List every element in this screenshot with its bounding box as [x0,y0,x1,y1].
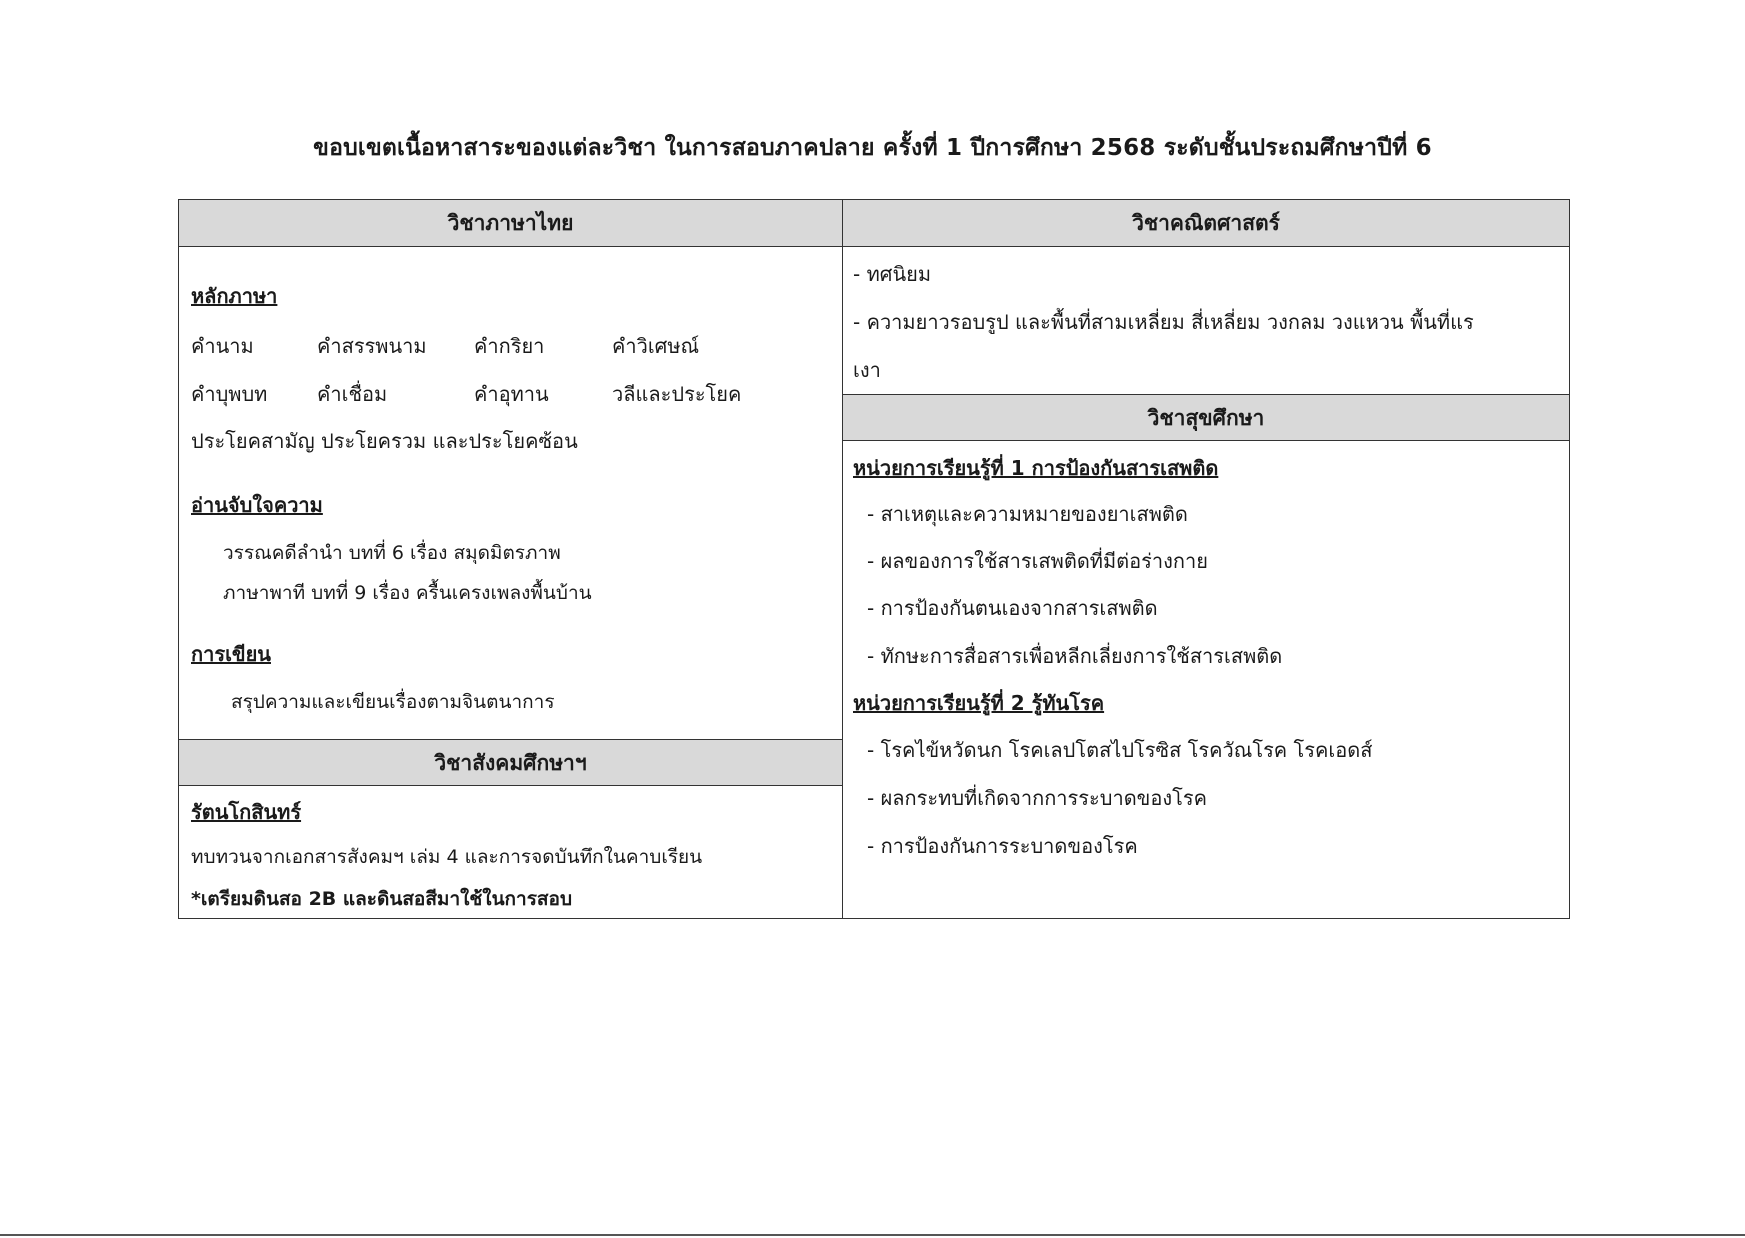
thai-grammar-heading: หลักภาษา [191,284,278,308]
word-cell: วลีและประโยค [612,382,742,406]
math-item: - ทศนิยม [853,262,932,286]
health-unit2-heading: หน่วยการเรียนรู้ที่ 2 รู้ทันโรค [853,691,1105,715]
math-item: - ความยาวรอบรูป และพื้นที่สามเหลี่ยม สี่เหลี่ยม วงกลม วงแหวน พื้นที่แร [853,310,1474,334]
word-cell: คำเชื่อม [317,382,388,406]
health-unit1-item: - การป้องกันตนเองจากสารเสพติด [867,596,1158,620]
social-header: วิชาสังคมศึกษาฯ [179,739,842,786]
health-header: วิชาสุขศึกษา [843,394,1569,441]
word-cell: คำนาม [191,334,254,358]
thai-reading-item: วรรณคดีลำนำ บทที่ 6 เรื่อง สมุดมิตรภาพ [223,542,561,564]
health-unit2-item: - การป้องกันการระบาดของโรค [867,834,1138,858]
health-unit1-item: - ผลของการใช้สารเสพติดที่มีต่อร่างกาย [867,549,1208,573]
social-note: *เตรียมดินสอ 2B และดินสอสีมาใช้ในการสอบ [191,888,573,910]
thai-writing-heading: การเขียน [191,642,271,666]
word-cell: คำอุทาน [474,382,549,406]
thai-writing-item: สรุปความและเขียนเรื่องตามจินตนาการ [231,691,555,713]
math-header: วิชาคณิตศาสตร์ [843,200,1569,247]
health-unit2-item: - โรคไข้หวัดนก โรคเลปโตสไปโรซิส โรควัณโรค โรคเอดส์ [867,738,1373,762]
thai-sentence-types: ประโยคสามัญ ประโยครวม และประโยคซ้อน [191,429,578,453]
right-column [843,200,1569,918]
thai-header: วิชาภาษาไทย [179,200,842,247]
social-review-line: ทบทวนจากเอกสารสังคมฯ เล่ม 4 และการจดบันทึกในคาบเรียน [191,846,703,868]
thai-reading-heading: อ่านจับใจความ [191,493,323,517]
health-unit1-item: - สาเหตุและความหมายของยาเสพติด [867,502,1188,526]
content-table [178,199,1570,919]
word-cell: คำกริยา [474,334,545,358]
left-column [179,200,843,918]
page-title: ขอบเขตเนื้อหาสาระของแต่ละวิชา ในการสอบภาคปลาย ครั้งที่ 1 ปีการศึกษา 2568 ระดับชั้นประถมศึกษาปีที่ 6 [313,135,1432,161]
page-bottom-edge [0,1234,1745,1236]
health-unit2-item: - ผลกระทบที่เกิดจากการระบาดของโรค [867,786,1207,810]
word-cell: คำสรรพนาม [317,334,427,358]
health-unit1-heading: หน่วยการเรียนรู้ที่ 1 การป้องกันสารเสพติด [853,456,1219,480]
word-cell: คำบุพบท [191,382,268,406]
math-item-continued: เงา [853,358,881,382]
thai-reading-item: ภาษาพาที บทที่ 9 เรื่อง ครื้นเครงเพลงพื้นบ้าน [223,582,592,604]
social-topic-heading: รัตนโกสินทร์ [191,800,302,824]
word-cell: คำวิเศษณ์ [612,334,700,358]
health-unit1-item: - ทักษะการสื่อสารเพื่อหลีกเลี่ยงการใช้สารเสพติด [867,644,1283,668]
